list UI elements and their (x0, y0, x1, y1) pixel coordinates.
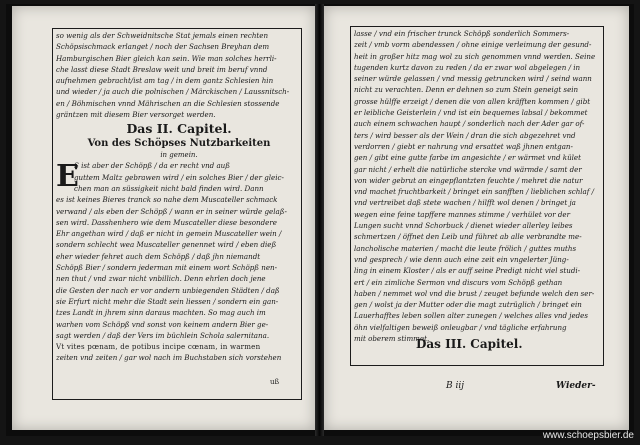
text-line: gen / wolst ja der Mutter oder die magt zutrüglich / bringet ein (354, 300, 582, 310)
text-line: es ist keines Bieres tranck so nahe dem Muscateller schmack (56, 195, 278, 205)
text-line: verwand / als eben der Schöpß / wann er in seiner würde gelaß- (56, 206, 287, 216)
book-gutter (315, 4, 324, 436)
text-line: mit oberem stimmet. (354, 334, 430, 344)
text-line: chen man an süssigkeit nicht bald finden wird. Dann (74, 183, 264, 193)
text-line: ters / wird besser als der Wein / dran die sich abgezehret vnd (354, 130, 576, 140)
text-line: wegen eine feine tapffere mannes stimme / verhület vor der (354, 209, 570, 219)
text-line: und wieder / ja auch die polnischen / Märckischen / Laussnitsch- (56, 87, 290, 97)
dropcap-paragraph (56, 160, 302, 194)
text-line: gräntzen mit diesem Bier versorget werden. (56, 110, 216, 120)
text-line: vnd machet fruchtbarkeit / bringet ein sanfften / lieblichen schlaf / (354, 187, 595, 197)
text-line: che lasst diese Stadt Breslaw weit und breit im beruf vnnd (56, 64, 268, 74)
text-line: öhn vielfaltigen beweiß onleugbar / vnd tägliche erfahrung (354, 322, 567, 332)
text-line: Schöpsischmack erlanget / noch der Sachsen Breyhan dem (56, 42, 270, 52)
text-line: guttem Maltz gebrawen wird / ein solches Bier / der gleic- (74, 172, 284, 182)
right-page (324, 6, 629, 430)
text-line: er leibliche Geisterlein / vnd ist ein bequemes labsal / bekommet (354, 108, 588, 118)
chapter-subheading-line2: in gemein. (160, 151, 198, 160)
text-line: schmertzen / öffnet den Leib und führet ab alle verbrandte me- (354, 232, 582, 242)
text-line: verdorren / giebt er nahrung vnd ersattet waß jhnen entgan- (354, 141, 573, 151)
text-line: so wenig als der Schweidnitsche Stat jemals einen rechten (56, 31, 269, 40)
dropcap-letter: E (56, 159, 79, 195)
signature-mark: B iij (446, 381, 465, 391)
text-line: gar nicht / erhelt die natürliche stercke vnd wärmde / samt der (354, 164, 582, 174)
text-line: lancholische materien / macht die leute frölich / guttes muths (354, 243, 577, 253)
text-line: eher wieder fehret auch dem Schöpß / daß jhn niemandt (56, 251, 261, 261)
text-line: nen thut / vnd zwar nicht vnbillich. Denn ehrlen doch jene (56, 274, 266, 284)
page-number: uß (270, 378, 280, 386)
text-line: nicht zu verachten. Denn er dehnen so zum Stein geneigt sein (354, 85, 579, 95)
text-line: sen wird. Dasshenhero wie dem Muscateller diese besondere (56, 217, 277, 227)
site-watermark: www.schoepsbier.de (542, 430, 634, 441)
text-line: vnd gesprech / wie denn auch eine zeit ein vngelerter Jüng- (354, 254, 569, 264)
left-page-text (56, 30, 302, 364)
text-line: tzes Landt in jhrem sinn daraus machten. So mag auch im (56, 308, 266, 318)
text-line: ling in einem Kloster / als er auff seine Predigt nicht viel studi- (354, 266, 581, 276)
text-line: von wider gebrut an eingepflantzten feuchte / mehret die natur (354, 175, 583, 185)
chapter-heading: Das II. Capitel. (126, 121, 232, 137)
text-line: warhen vom Schöpß vnd sonst von keinem andern Bier ge- (56, 319, 269, 329)
text-line: en / Böhmischen vnnd Mährischen an die Schlesien stossende (56, 98, 280, 108)
text-line: gen / gibt eine gutte farbe im angesichte / er wärmet vnd kület (354, 153, 581, 163)
text-line: grosse hülffe erzeigt / denen die von allen kräfften kommen / gibt (354, 96, 591, 106)
text-line: Schöpß Bier / sondern jederman mit einem wort Schöpß nen- (56, 263, 278, 273)
chapter-subheading: Von des Schöpses Nutzbarkeiten (87, 138, 271, 150)
text-line: ert / ein zimliche Sermon vnd discurs vom Schöpß gethan (354, 277, 563, 287)
text-line: sondern schlecht wea Muscateller genennet wird / eben dieß (56, 240, 277, 250)
text-line: lasse / vnd ein frischer trunck Schöpß sonderlich Sommers- (354, 29, 570, 38)
text-line: auch einem schwachen haupt / sonderlich nach der Ader gar of- (354, 119, 585, 129)
text-line: sagt werden / daß der Vers im büchlein Schola salernitana. (56, 330, 270, 340)
catchword: Wieder- (556, 381, 596, 391)
text-line: Hamburgischen Bier gleich kan sein. Wie man solches herrli- (56, 53, 277, 63)
text-line: zeit / vmb vorm abendessen / ohne einige verleimung der gesund- (354, 40, 592, 50)
text-line: tugenden kurtz davon zu reden / da er zwar wol abgelegen / in (354, 62, 581, 72)
text-line: S ist aber der Schöpß / da er recht vnd auß (74, 161, 230, 171)
text-line: aufnehmen gebracht/ist am tag / in dem gantz Schlesien hin (56, 76, 274, 86)
latin-line: Vt vites pœnam, de potibus incipe cœnam, in warmen (56, 342, 261, 352)
text-line: Lauerhafftes leben sollen alter zunegen / welches alles vnd jedes (354, 311, 589, 321)
text-line: die Gesten der nach er vor andern unbiegenden Städten / daß (56, 285, 280, 295)
chapter-heading: Das III. Capitel. (416, 337, 523, 351)
text-line: vnd vertreibet daß stete wachen / hilfft wol denen / bringet ja (354, 198, 576, 208)
right-page-text (354, 28, 602, 344)
left-page (12, 6, 315, 430)
text-line: sie Erfurt nicht mehr die Stadt sein liessen / sondern ein gan- (56, 296, 279, 306)
text-line: haben / nemmet wol vnd die brust / zeuget befunde welch den ser- (354, 288, 595, 298)
text-line: zeiten vnd zeiten / gar wol nach im Buchstaben sich vorstehen (56, 353, 282, 363)
text-line: Ehr angethan wird / daß er nicht in gemein Muscateller wein / (56, 229, 282, 239)
text-line: seiner würde gelassen / vnd messig getruncken wird / seind wann (354, 74, 592, 84)
text-line: heit in großer hitz mag wol zu sich genommen vnnd werden. Seine (354, 51, 596, 61)
book-spread (6, 4, 634, 436)
text-line: Lungen sucht vnnd Schorbuck / dienet wieder allerley leibes (354, 221, 573, 231)
